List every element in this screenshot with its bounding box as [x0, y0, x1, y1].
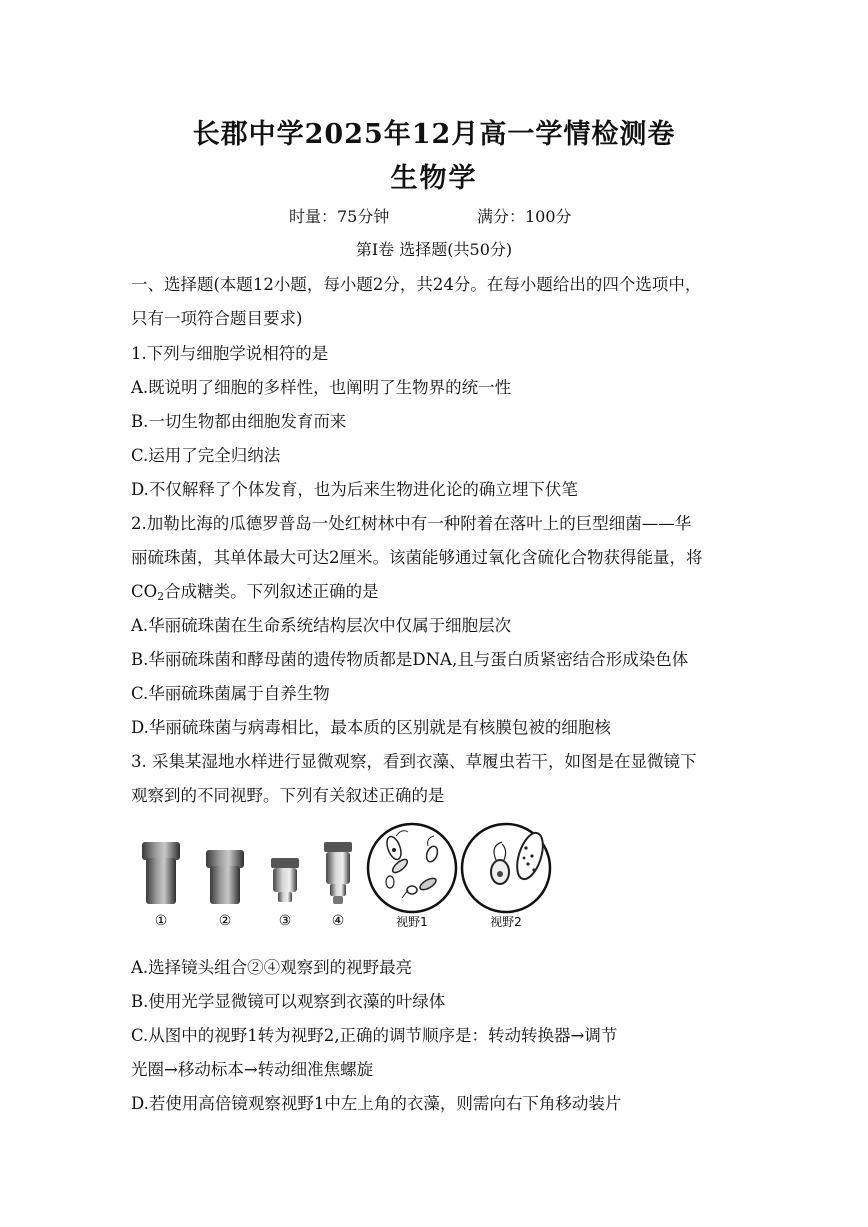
- exam-title: 长郡中学2025年12月高一学情检测卷: [192, 119, 676, 150]
- question-1-option-b: B.一切生物都由细胞发育而来: [131, 412, 347, 431]
- lens-label-4: ④: [331, 913, 345, 929]
- question-2-option-a: A.华丽硫珠菌在生命系统结构层次中仅属于细胞层次: [131, 616, 512, 635]
- co2-prefix: CO: [131, 582, 158, 601]
- lens-label-1: ①: [154, 913, 168, 929]
- lens-label-2: ②: [218, 913, 232, 929]
- question-3-option-c-line-2: 光圈→移动标本→转动细准焦螺旋: [131, 1060, 374, 1079]
- question-3-option-a: A.选择镜头组合②④观察到的视野最亮: [131, 958, 413, 977]
- question-2-stem-line-3: [131, 578, 379, 603]
- field-of-view-1: [368, 824, 456, 912]
- question-2-stem-line-1: 2.加勒比海的瓜德罗普岛一处红树林中有一种附着在落叶上的巨型细菌——华: [131, 514, 692, 533]
- eyepiece-lens-2: [206, 850, 244, 904]
- question-3-stem-line-2: 观察到的不同视野。下列有关叙述正确的是: [131, 786, 445, 805]
- objective-lens-3: [271, 858, 299, 902]
- question-1-option-d: D.不仅解释了个体发育，也为后来生物进化论的确立埋下伏笔: [131, 480, 578, 499]
- question-2-stem-rest: 合成糖类。下列叙述正确的是: [164, 582, 379, 601]
- view-1-label: 视野1: [396, 915, 428, 929]
- field-of-view-2: [462, 824, 550, 912]
- question-2-option-c: C.华丽硫珠菌属于自养生物: [131, 684, 330, 703]
- co2-subscript: 2: [157, 590, 165, 603]
- subject-title: 生物学: [390, 163, 478, 194]
- microscope-figure: [128, 818, 568, 938]
- question-1-option-c: C.运用了完全归纳法: [131, 446, 281, 465]
- instructions-line-2: 只有一项符合题目要求): [131, 309, 303, 328]
- question-3-stem-line-1: 3. 采集某湿地水样进行显微观察，看到衣藻、草履虫若干，如图是在显微镜下: [131, 752, 697, 771]
- view-2-label: 视野2: [490, 915, 522, 929]
- lens-label-3: ③: [278, 913, 292, 929]
- question-1-option-a: A.既说明了细胞的多样性，也阐明了生物界的统一性: [131, 378, 512, 397]
- full-score: 满分：100分: [477, 207, 572, 226]
- question-1-stem: 1.下列与细胞学说相符的是: [131, 344, 329, 363]
- question-3-option-c-line-1: C.从图中的视野1转为视野2,正确的调节顺序是：转动转换器→调节: [131, 1026, 618, 1045]
- question-3-option-b: B.使用光学显微镜可以观察到衣藻的叶绿体: [131, 992, 446, 1011]
- eyepiece-lens-1: [142, 842, 180, 904]
- objective-lens-4: [324, 842, 352, 904]
- question-2-option-d: D.华丽硫珠菌与病毒相比，最本质的区别就是有核膜包被的细胞核: [131, 718, 611, 737]
- question-2-stem-line-2: 丽硫珠菌，其单体最大可达2厘米。该菌能够通过氧化含硫化合物获得能量，将: [131, 548, 703, 567]
- time-limit: 时量：75分钟: [289, 207, 390, 226]
- instructions-line-1: 一、选择题(本题12小题，每小题2分，共24分。在每小题给出的四个选项中，: [131, 275, 702, 294]
- question-2-option-b: B.华丽硫珠菌和酵母菌的遗传物质都是DNA,且与蛋白质紧密结合形成染色体: [131, 650, 689, 669]
- question-3-option-d: D.若使用高倍镜观察视野1中左上角的衣藻，则需向右下角移动装片: [131, 1094, 622, 1113]
- section-heading: 第Ⅰ卷 选择题(共50分): [355, 240, 513, 259]
